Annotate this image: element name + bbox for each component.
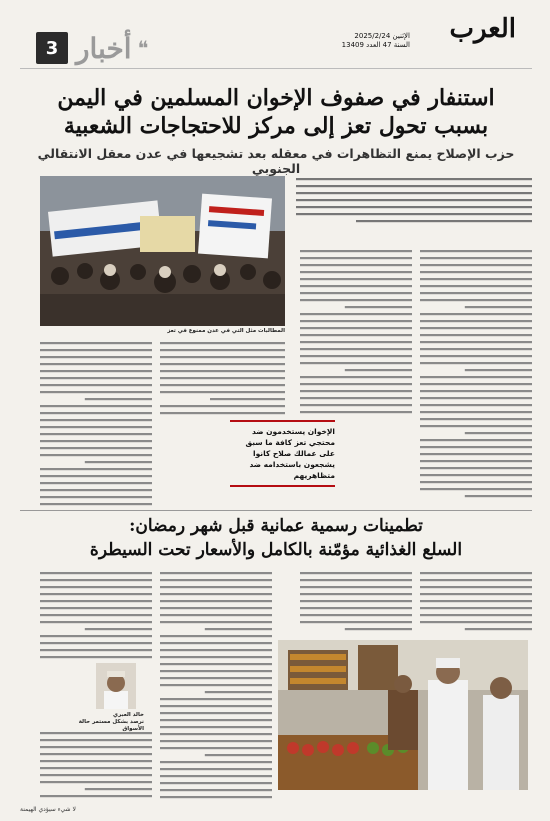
text-line (465, 369, 532, 371)
portrait-caption-role: نرصد بشكل مستمر حالة الأسواق (78, 719, 144, 732)
text-line (300, 397, 412, 399)
text-line (40, 342, 152, 344)
second-column-1 (420, 570, 532, 636)
text-line (420, 460, 532, 462)
masthead (0, 4, 550, 66)
text-line (300, 607, 412, 609)
section-name: أخبار (76, 31, 132, 65)
text-line (300, 376, 412, 378)
text-line (40, 412, 152, 414)
text-line (160, 621, 272, 623)
text-line (40, 795, 152, 797)
text-line (465, 432, 532, 434)
newspaper-logo: العرب (449, 14, 516, 44)
text-line (40, 447, 152, 449)
text-line (40, 426, 152, 428)
text-line (85, 461, 152, 463)
portrait-caption (70, 712, 144, 733)
text-line (465, 495, 532, 497)
top-headline (20, 84, 532, 140)
text-line (420, 362, 532, 364)
portrait-illustration (96, 663, 136, 709)
dateline (342, 32, 410, 50)
text-line (420, 292, 532, 294)
text-line (420, 320, 532, 322)
text-line (40, 739, 152, 741)
text-line (40, 642, 152, 644)
text-line (40, 370, 152, 372)
text-line (40, 482, 152, 484)
text-line (40, 607, 152, 609)
text-line (40, 649, 152, 651)
text-line (420, 383, 532, 385)
text-line (160, 796, 272, 798)
text-line (345, 369, 412, 371)
text-line (160, 698, 272, 700)
text-line (420, 355, 532, 357)
text-line (40, 753, 152, 755)
text-line (420, 488, 532, 490)
text-line (300, 586, 412, 588)
text-line (300, 250, 412, 252)
text-line (300, 593, 412, 595)
text-line (420, 264, 532, 266)
masthead-divider (20, 68, 532, 69)
text-line (300, 341, 412, 343)
text-line (40, 363, 152, 365)
text-line (160, 705, 272, 707)
text-line (40, 781, 152, 783)
second-headline-line2: السلع الغذائية مؤمّنة بالكامل والأسعار تحت السيطرة (89, 540, 463, 560)
second-column-4 (40, 570, 152, 660)
text-line (40, 440, 152, 442)
text-line (300, 278, 412, 280)
text-line (40, 377, 152, 379)
text-line (40, 433, 152, 435)
text-line (160, 649, 272, 651)
text-line (300, 383, 412, 385)
text-line (40, 746, 152, 748)
text-line (160, 740, 272, 742)
column-1 (420, 248, 532, 504)
text-line (40, 572, 152, 574)
top-headline-line2: بسبب تحول تعز إلى مركز للاحتجاجات الشعبية (63, 113, 489, 139)
text-line (160, 635, 272, 637)
top-headline-line1: استنفار في صفوف الإخوان المسلمين في اليمن (57, 85, 495, 111)
text-line (160, 642, 272, 644)
text-line (40, 384, 152, 386)
text-line (40, 475, 152, 477)
text-line (420, 467, 532, 469)
text-line (300, 614, 412, 616)
text-line (300, 327, 412, 329)
text-line (300, 404, 412, 406)
market-photo-illustration (278, 640, 528, 790)
text-line (160, 572, 272, 574)
text-line (160, 377, 285, 379)
text-line (300, 271, 412, 273)
second-column-2-text-lines (300, 570, 412, 636)
text-line (40, 454, 152, 456)
second-headline-line1: تطمينات رسمية عمانية قبل شهر رمضان: (129, 516, 423, 536)
pull-quote: الإخوان يستخدمون ضد محتجي تعز كافة ما سبق على عمالك صلاح كانوا يشجعون باستخدامه ضد متظاهريهم (230, 420, 335, 487)
intro-paragraph (296, 176, 532, 236)
text-line (40, 635, 152, 637)
text-line (300, 355, 412, 357)
text-line (300, 621, 412, 623)
portrait-caption-name: خالد العبري (113, 712, 144, 718)
text-line (160, 391, 285, 393)
text-line (420, 572, 532, 574)
text-line (420, 453, 532, 455)
text-line (300, 299, 412, 301)
text-line (160, 768, 272, 770)
quote-mark-icon: ❝ (137, 36, 149, 60)
text-line (160, 405, 285, 407)
text-line (40, 621, 152, 623)
text-line (300, 390, 412, 392)
text-line (420, 334, 532, 336)
text-line (160, 656, 272, 658)
text-line (160, 412, 285, 414)
text-line (160, 342, 285, 344)
text-line (300, 411, 412, 413)
text-line (160, 684, 272, 686)
text-line (420, 299, 532, 301)
text-line (420, 390, 532, 392)
text-line (345, 628, 412, 630)
text-line (40, 356, 152, 358)
text-line (205, 754, 272, 756)
text-line (420, 397, 532, 399)
text-line (160, 789, 272, 791)
intro-text-lines (296, 176, 532, 236)
text-line (420, 579, 532, 581)
text-line (160, 775, 272, 777)
text-line (420, 313, 532, 315)
text-line (160, 733, 272, 735)
text-line (420, 593, 532, 595)
text-line (160, 677, 272, 679)
official-portrait (96, 663, 136, 709)
text-line (420, 607, 532, 609)
text-line (300, 348, 412, 350)
text-line (40, 468, 152, 470)
text-line (160, 712, 272, 714)
text-line (300, 572, 412, 574)
text-line (40, 496, 152, 498)
text-line (40, 656, 152, 658)
text-line (300, 579, 412, 581)
text-line (300, 285, 412, 287)
protest-photo-caption: المطالبات مثل التي في عدن ممنوع في تعز (167, 328, 285, 334)
second-column-1-text-lines (420, 570, 532, 636)
text-line (205, 691, 272, 693)
text-line (345, 306, 412, 308)
text-line (420, 348, 532, 350)
story-divider (20, 510, 532, 511)
text-line (85, 788, 152, 790)
text-line (40, 760, 152, 762)
text-line (420, 474, 532, 476)
second-column-4-text-lines (40, 570, 152, 660)
text-line (40, 586, 152, 588)
text-line (85, 628, 152, 630)
text-line (40, 503, 152, 505)
text-line (420, 278, 532, 280)
text-line (420, 446, 532, 448)
protest-photo-illustration (40, 176, 285, 326)
text-line (420, 425, 532, 427)
text-line (300, 334, 412, 336)
text-line (300, 264, 412, 266)
text-line (420, 341, 532, 343)
market-photo (278, 640, 528, 790)
text-line (420, 418, 532, 420)
text-line (160, 593, 272, 595)
text-line (420, 439, 532, 441)
text-line (420, 481, 532, 483)
text-line (40, 774, 152, 776)
column-1-text-lines (420, 248, 532, 504)
text-line (40, 489, 152, 491)
text-line (465, 628, 532, 630)
second-column-5 (40, 730, 152, 802)
text-line (300, 292, 412, 294)
text-line (160, 726, 272, 728)
photo-credit: لا شيء سيؤدي الهيمنة (20, 806, 76, 813)
date-text: الإثنين 2025/2/24 (354, 32, 410, 40)
text-line (40, 600, 152, 602)
text-line (300, 313, 412, 315)
text-line (420, 327, 532, 329)
text-line (210, 398, 285, 400)
text-line (465, 306, 532, 308)
text-line (160, 384, 285, 386)
text-line (300, 320, 412, 322)
text-line (420, 621, 532, 623)
text-line (160, 356, 285, 358)
issue-text: السنة 47 العدد 13409 (341, 41, 410, 49)
text-line (40, 405, 152, 407)
text-line (420, 271, 532, 273)
text-line (40, 593, 152, 595)
text-line (40, 391, 152, 393)
text-line (160, 719, 272, 721)
second-column-3 (160, 570, 272, 800)
text-line (420, 250, 532, 252)
text-line (300, 257, 412, 259)
text-line (160, 586, 272, 588)
text-line (420, 404, 532, 406)
text-line (40, 419, 152, 421)
text-line (205, 628, 272, 630)
text-line (160, 670, 272, 672)
text-line (420, 376, 532, 378)
text-line (160, 349, 285, 351)
text-line (160, 782, 272, 784)
text-line (420, 600, 532, 602)
page-number-badge: 3 (36, 32, 68, 64)
second-column-2 (300, 570, 412, 636)
second-column-5-text-lines (40, 730, 152, 802)
text-line (160, 607, 272, 609)
top-deck: حزب الإصلاح يمنع التظاهرات في معقله بعد تشجيعها في عدن معقل الانتقالي الجنوبي (37, 146, 515, 176)
text-line (420, 411, 532, 413)
text-line (160, 600, 272, 602)
text-line (160, 761, 272, 763)
text-line (85, 398, 152, 400)
column-4-text-lines (40, 340, 152, 506)
text-line (40, 614, 152, 616)
text-line (420, 586, 532, 588)
text-line (300, 362, 412, 364)
protest-photo (40, 176, 285, 326)
text-line (160, 614, 272, 616)
text-line (160, 747, 272, 749)
text-line (160, 663, 272, 665)
text-line (420, 285, 532, 287)
column-4 (40, 340, 152, 506)
text-line (160, 370, 285, 372)
text-line (40, 767, 152, 769)
text-line (40, 349, 152, 351)
section-header (36, 28, 148, 68)
text-line (160, 579, 272, 581)
text-line (40, 579, 152, 581)
text-line (160, 363, 285, 365)
text-line (300, 600, 412, 602)
text-line (420, 614, 532, 616)
text-line (420, 257, 532, 259)
second-column-3-text-lines (160, 570, 272, 800)
